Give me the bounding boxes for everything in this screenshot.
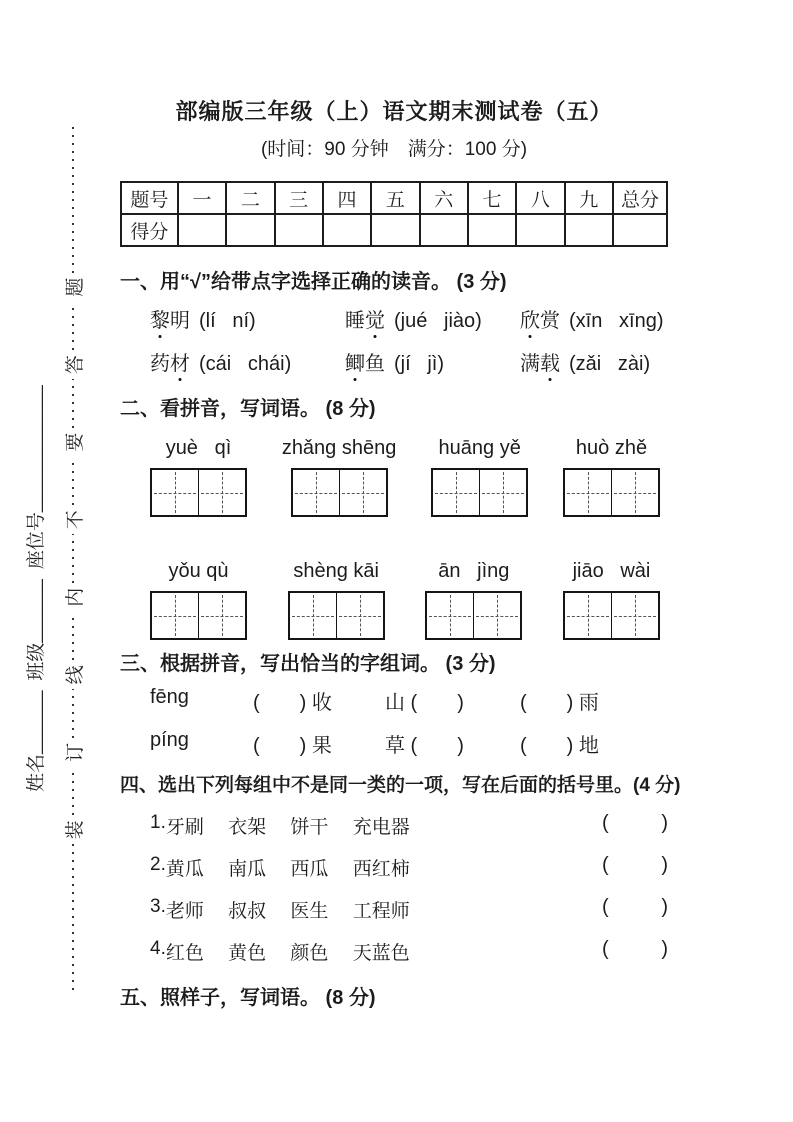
pinyin-label: ān jìng xyxy=(438,560,510,582)
grid-cell xyxy=(479,470,526,515)
pinyin-options: (lí ní) xyxy=(199,310,256,332)
word-char: 黎 xyxy=(150,304,170,333)
score-row-label: 得分 xyxy=(121,214,178,246)
dotted-leader xyxy=(72,767,74,816)
answer-bracket xyxy=(602,812,668,835)
score-empty-cell xyxy=(565,214,613,246)
odd-one-out-item xyxy=(150,896,668,938)
writing-grid xyxy=(563,468,660,517)
score-table xyxy=(120,181,668,247)
answer-bracket xyxy=(602,938,668,961)
item-words: 牙刷 衣架 饼干 充电器 xyxy=(165,817,410,838)
exam-content xyxy=(120,0,681,1122)
binding-char: 答 xyxy=(64,355,86,375)
pinyin-grid-row xyxy=(150,434,660,517)
bracket-close: ) xyxy=(661,854,668,876)
grid-cell xyxy=(152,593,198,638)
answer-bracket xyxy=(602,896,668,919)
word-with-dot xyxy=(345,304,385,333)
item-number: 1. xyxy=(150,812,166,833)
pinyin-options: (zǎi zài) xyxy=(569,353,651,375)
word-char: 满 xyxy=(520,353,540,375)
word-blank-part: 山 ( ) xyxy=(385,692,464,714)
dotted-leader xyxy=(72,302,74,351)
pinyin-cue: fēng xyxy=(150,686,189,708)
word-with-dot xyxy=(150,304,190,333)
pinyin-word-block xyxy=(563,434,660,517)
item-number: 3. xyxy=(150,896,166,917)
writing-grid xyxy=(288,591,385,640)
field-label-class: 班级 xyxy=(25,642,47,681)
margin-name-fields xyxy=(16,297,52,802)
field-label-seat: 座位号 xyxy=(25,512,47,570)
score-empty-cell xyxy=(420,214,468,246)
section-4-body xyxy=(150,812,668,980)
dotted-leader xyxy=(72,534,74,583)
item-words: 老师 叔叔 医生 工程师 xyxy=(165,901,410,922)
bracket-open: ( xyxy=(602,938,609,960)
pinyin-label: zhǎng shēng xyxy=(281,437,397,459)
answer-bracket xyxy=(602,854,668,877)
fill-character-row xyxy=(150,729,668,772)
field-label-name: 姓名 xyxy=(25,753,47,792)
word-pronunciation-item xyxy=(345,304,520,333)
word-pronunciation-item xyxy=(520,304,663,333)
dotted-leader xyxy=(72,127,74,273)
dotted-leader xyxy=(72,457,74,506)
binding-line xyxy=(59,127,87,990)
word-with-dot xyxy=(345,347,385,376)
writing-grid xyxy=(150,468,247,517)
pinyin-label: yuè qì xyxy=(165,437,232,459)
binding-char: 不 xyxy=(64,510,86,530)
pinyin-word-block xyxy=(288,557,385,640)
section-2-heading: 二、看拼音，写词语。 (8 分) xyxy=(120,398,376,420)
pinyin-label: huò zhě xyxy=(575,437,648,459)
score-empty-cell xyxy=(371,214,419,246)
pinyin-options: (jí jì) xyxy=(394,353,444,375)
dotted-leader xyxy=(72,844,74,990)
score-empty-cell xyxy=(226,214,274,246)
item-words: 黄瓜 南瓜 西瓜 西红柿 xyxy=(165,859,410,880)
score-empty-cell xyxy=(613,214,667,246)
item-number: 4. xyxy=(150,938,166,959)
grid-cell xyxy=(433,470,479,515)
word-blank-part: ( ) 收 xyxy=(253,692,332,714)
pinyin-options: (cái chái) xyxy=(199,353,292,375)
word-blank-part: 草 ( ) xyxy=(385,735,464,757)
word-with-dot xyxy=(520,347,560,376)
word-char: 觉 xyxy=(365,304,385,333)
exam-subtitle: (时间：90 分钟 满分：100 分) xyxy=(260,139,528,160)
pinyin-word-block xyxy=(150,434,247,517)
writing-grid xyxy=(431,468,528,517)
word-char: 赏 xyxy=(540,310,560,332)
bracket-close: ) xyxy=(661,812,668,834)
word-pronunciation-item xyxy=(520,347,650,376)
pinyin-label: huāng yě xyxy=(438,437,521,459)
pinyin-grid-row xyxy=(150,557,660,640)
binding-char: 装 xyxy=(64,820,86,840)
grid-cell xyxy=(565,593,611,638)
pinyin-cue: píng xyxy=(150,729,189,751)
score-column-header: 三 xyxy=(275,182,323,214)
word-with-dot xyxy=(150,347,190,376)
word-char: 载 xyxy=(540,347,560,376)
section-1-heading: 一、用“√”给带点字选择正确的读音。 (3 分) xyxy=(120,271,507,293)
word-char: 鱼 xyxy=(365,353,385,375)
score-column-header: 九 xyxy=(565,182,613,214)
word-char: 欣 xyxy=(520,304,540,333)
score-column-header: 四 xyxy=(323,182,371,214)
score-empty-cell xyxy=(516,214,564,246)
item-number: 2. xyxy=(150,854,166,875)
bracket-open: ( xyxy=(602,854,609,876)
odd-one-out-item xyxy=(150,854,668,896)
word-char: 材 xyxy=(170,347,190,376)
pinyin-label: shèng kāi xyxy=(293,560,379,582)
bracket-close: ) xyxy=(661,938,668,960)
score-column-header: 六 xyxy=(420,182,468,214)
score-column-header: 八 xyxy=(516,182,564,214)
pinyin-word-block xyxy=(431,434,528,517)
section-3-heading: 三、根据拼音，写出恰当的字组词。 (3 分) xyxy=(120,653,496,675)
score-table-wrap xyxy=(120,181,668,247)
field-blank: ______ xyxy=(23,690,44,754)
grid-cell xyxy=(336,593,383,638)
writing-grid xyxy=(150,591,247,640)
field-blank: ____________ xyxy=(23,385,44,513)
word-pronunciation-item xyxy=(345,347,520,376)
section-4-heading: 四、选出下列每组中不是同一类的一项，写在后面的括号里。(4 分) xyxy=(120,775,681,796)
pinyin-word-block xyxy=(425,557,522,640)
word-char: 药 xyxy=(150,353,170,375)
score-empty-cell xyxy=(323,214,371,246)
dotted-leader xyxy=(72,379,74,428)
word-char: 睡 xyxy=(345,310,365,332)
dotted-leader xyxy=(72,689,74,738)
word-with-dot xyxy=(520,304,560,333)
word-char: 鲫 xyxy=(345,347,365,376)
grid-cell xyxy=(198,470,245,515)
pinyin-word-block xyxy=(150,557,247,640)
pinyin-word-block xyxy=(563,557,660,640)
pronunciation-row xyxy=(150,304,668,347)
pronunciation-row xyxy=(150,347,668,390)
grid-cell xyxy=(473,593,520,638)
binding-char: 内 xyxy=(64,587,86,607)
question-number-label: 题号 xyxy=(121,182,178,214)
grid-cell xyxy=(293,470,339,515)
score-column-header: 七 xyxy=(468,182,516,214)
score-empty-cell xyxy=(275,214,323,246)
fill-character-row xyxy=(150,686,668,729)
score-row xyxy=(121,214,667,246)
score-column-header: 总分 xyxy=(613,182,667,214)
pinyin-word-block xyxy=(282,434,397,517)
word-pronunciation-item xyxy=(150,347,345,376)
grid-cell xyxy=(611,593,658,638)
pinyin-label: jiāo wài xyxy=(572,560,651,582)
bracket-open: ( xyxy=(602,812,609,834)
section-5-heading: 五、照样子，写词语。 (8 分) xyxy=(120,987,376,1009)
grid-cell xyxy=(198,593,245,638)
binding-char: 订 xyxy=(64,742,86,762)
field-blank: ______ xyxy=(23,579,44,643)
grid-cell xyxy=(565,470,611,515)
score-column-header: 二 xyxy=(226,182,274,214)
odd-one-out-item xyxy=(150,938,668,980)
word-blank-part: ( ) 果 xyxy=(253,735,332,757)
section-1-body xyxy=(150,304,668,390)
grid-cell xyxy=(152,470,198,515)
word-char: 明 xyxy=(170,310,190,332)
odd-one-out-item xyxy=(150,812,668,854)
writing-grid xyxy=(425,591,522,640)
score-empty-cell xyxy=(468,214,516,246)
score-column-header: 一 xyxy=(178,182,226,214)
binding-char: 线 xyxy=(64,665,86,685)
score-empty-cell xyxy=(178,214,226,246)
word-blank-part: ( ) 雨 xyxy=(520,692,599,714)
writing-grid xyxy=(563,591,660,640)
grid-cell xyxy=(611,470,658,515)
bracket-open: ( xyxy=(602,896,609,918)
writing-grid xyxy=(291,468,388,517)
binding-char: 要 xyxy=(64,432,86,452)
grid-cell xyxy=(427,593,473,638)
binding-char: 题 xyxy=(64,277,86,297)
page-title: 部编版三年级（上）语文期末测试卷（五） xyxy=(175,99,613,124)
word-blank-part: ( ) 地 xyxy=(520,735,599,757)
word-pronunciation-item xyxy=(150,304,345,333)
section-3-body xyxy=(150,686,668,772)
score-column-header: 五 xyxy=(371,182,419,214)
grid-cell xyxy=(339,470,386,515)
pinyin-options: (jué jiào) xyxy=(394,310,482,332)
bracket-close: ) xyxy=(661,896,668,918)
pinyin-label: yǒu qù xyxy=(168,560,229,582)
dotted-leader xyxy=(72,612,74,661)
pinyin-options: (xīn xīng) xyxy=(569,310,664,332)
item-words: 红色 黄色 颜色 天蓝色 xyxy=(165,943,410,964)
score-table-header-row xyxy=(121,182,667,214)
grid-cell xyxy=(290,593,336,638)
